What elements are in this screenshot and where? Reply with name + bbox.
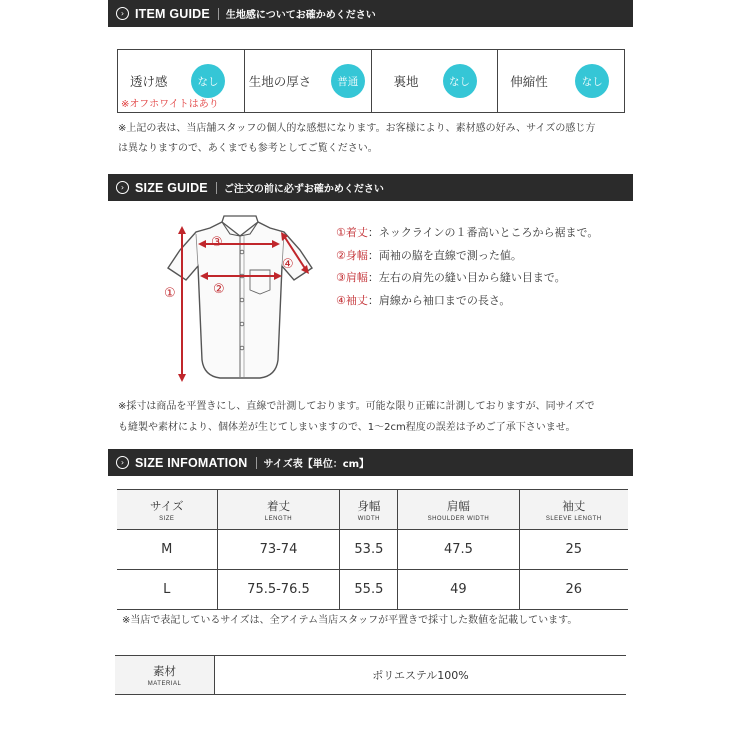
guide-value-badge: なし: [443, 64, 477, 98]
marker-4: ④: [282, 257, 294, 272]
size-guide-subtitle: ご注文の前に必ずお確かめください: [223, 184, 384, 195]
cell-length: 73-74: [217, 530, 340, 570]
guide-label: 裏地: [393, 74, 419, 89]
item-guide-header: [108, 0, 633, 27]
header-sleeve-length: 袖丈 SLEEVE LENGTH: [519, 490, 628, 530]
cell-width: 55.5: [340, 570, 398, 610]
shirt-diagram: [160, 210, 320, 390]
guide-value-badge: なし: [575, 64, 609, 98]
item-guide-subtitle: 生地感についてお確かめください: [225, 10, 376, 21]
size-info-header: [108, 449, 633, 476]
circle-chevron-icon: ›: [116, 456, 129, 469]
marker-3: ③: [211, 235, 223, 250]
cell-size: L: [117, 570, 217, 610]
header-divider: [256, 457, 257, 469]
size-guide-header: [108, 174, 633, 201]
header-divider: [218, 8, 219, 20]
marker-1: ①: [164, 286, 176, 301]
table-header-row: [117, 490, 628, 530]
header-length: 着丈 LENGTH: [217, 490, 340, 530]
cell-size: M: [117, 530, 217, 570]
table-row: [117, 570, 628, 610]
size-guide-title: SIZE GUIDE: [135, 180, 208, 195]
measurement-item: ②身幅：両袖の脇を直線で測った値。: [336, 248, 522, 262]
circle-chevron-icon: ›: [116, 7, 129, 20]
measurement-item: ④袖丈：肩線から袖口までの長さ。: [336, 293, 511, 307]
size-info-title: SIZE INFOMATION: [135, 455, 248, 470]
measurement-list: [336, 222, 598, 312]
table-row: [117, 530, 628, 570]
size-info-note: ※当店で表記しているサイズは、全アイテム当店スタッフが平置きで採寸した数値を記載しています。: [122, 615, 578, 626]
guide-label: 透け感: [130, 74, 168, 89]
material-table: [115, 655, 626, 695]
header-shoulder-width: 肩幅 SHOULDER WIDTH: [398, 490, 519, 530]
item-guide-note: ※上記の表は、当店舗スタッフの個人的な感想になります。お客様により、素材感の好み、サイズの感じ方 は異なりますので、あくまでも参考としてご覧ください。: [118, 123, 596, 154]
circle-chevron-icon: ›: [116, 181, 129, 194]
cell-shoulder: 47.5: [398, 530, 519, 570]
measurement-item: ①着丈：ネックラインの１番高いところから裾まで。: [336, 226, 599, 239]
cell-sleeve: 26: [519, 570, 628, 610]
material-header: 素材 MATERIAL: [115, 656, 215, 694]
size-guide-note: ※採寸は商品を平置きにし、直線で計測しております。可能な限り正確に計測しておりますが、同サイズで も縫製や素材により、個体差が生じてしまいますので、1〜2cm程度の誤差は予めご了承下さいませ。: [118, 401, 595, 433]
header-divider: [216, 182, 217, 194]
guide-label: 伸縮性: [510, 74, 548, 89]
item-guide-title: ITEM GUIDE: [135, 6, 210, 21]
cell-width: 53.5: [340, 530, 398, 570]
size-table: [117, 489, 628, 610]
header-size: サイズ SIZE: [117, 490, 217, 530]
cell-length: 75.5-76.5: [217, 570, 340, 610]
guide-label: 生地の厚さ: [248, 74, 312, 89]
guide-cell-thickness: [245, 50, 372, 112]
material-value: ポリエステル100%: [372, 669, 469, 682]
measurement-item: ③肩幅：左右の肩先の縫い目から縫い目まで。: [336, 271, 566, 284]
item-guide-table: [117, 49, 625, 113]
guide-cell-lining: [372, 50, 499, 112]
header-width: 身幅 WIDTH: [340, 490, 398, 530]
cell-shoulder: 49: [398, 570, 519, 610]
guide-note: ※オフホワイトはあり: [121, 99, 219, 110]
cell-sleeve: 25: [519, 530, 628, 570]
guide-cell-stretch: [498, 50, 624, 112]
guide-cell-transparency: [118, 50, 245, 112]
marker-2: ②: [213, 282, 225, 297]
guide-value-badge: 普通: [331, 64, 365, 98]
guide-value-badge: なし: [191, 64, 225, 98]
size-info-subtitle: サイズ表【単位：cm】: [263, 459, 370, 470]
